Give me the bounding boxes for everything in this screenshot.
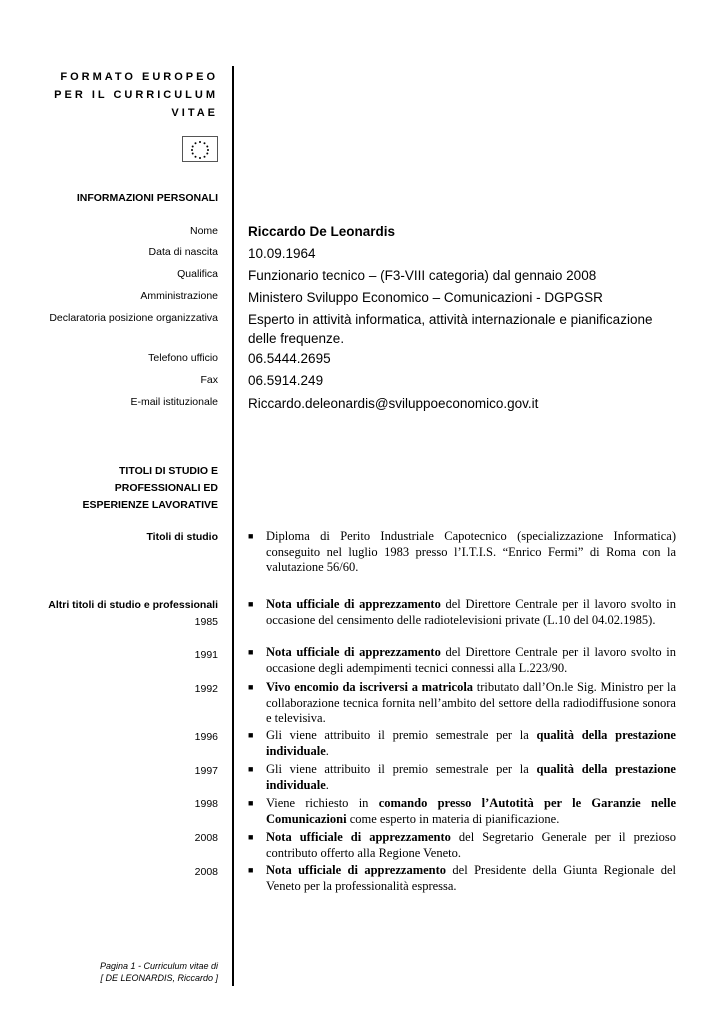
item-text: Viene richiesto in comando presso l’Autotità per le Garanzie nelle Comunicazioni come esperto in materia di pianificazione.	[266, 796, 676, 826]
bullet-icon: ■	[248, 531, 254, 541]
section-title-personal: INFORMAZIONI PERSONALI	[76, 192, 218, 204]
study-item	[248, 529, 676, 577]
label-titoli-studio: Titoli di studio	[146, 531, 218, 543]
label-amministrazione: Amministrazione	[140, 290, 218, 302]
value-data-nascita: 10.09.1964	[248, 246, 316, 261]
list-item	[248, 830, 676, 862]
label-fax: Fax	[200, 374, 218, 386]
year-1991: 1991	[194, 649, 218, 661]
item-text: Gli viene attribuito il premio semestrale per la qualità della prestazione individuale.	[266, 728, 676, 758]
item-text: Nota ufficiale di apprezzamento del Segretario Generale per il prezioso contributo offerto alla Regione Veneto.	[266, 830, 676, 860]
cv-title-line-3: VITAE	[171, 107, 218, 119]
label-data-nascita: Data di nascita	[148, 246, 218, 258]
item-text: Nota ufficiale di apprezzamento del Direttore Centrale per il lavoro svolto in occasione degli adempimenti tecnici connessi alla L.223/90.	[266, 645, 676, 675]
value-amministrazione: Ministero Sviluppo Economico – Comunicazioni - DGPGSR	[248, 290, 603, 305]
footer-line-1: Pagina 1 - Curriculum vitae di	[99, 961, 218, 971]
year-1998: 1998	[194, 798, 218, 810]
study-text: Diploma di Perito Industriale Capotecnico (specializzazione Informatica) conseguito nel luglio 1983 presso l’I.T.I.S. “Enrico Fermi” di Roma con la valutazione 56/60.	[266, 529, 676, 574]
label-declaratoria: Declaratoria posizione organizzativa	[49, 312, 218, 324]
list-item	[248, 796, 676, 828]
label-altri-titoli: Altri titoli di studio e professionali	[48, 599, 218, 611]
value-declaratoria: Esperto in attività informatica, attività internazionale e pianificazione delle frequenze.	[248, 312, 653, 346]
bullet-icon: ■	[248, 647, 254, 657]
list-item	[248, 597, 676, 645]
bullet-icon: ■	[248, 682, 254, 692]
cv-title-line-2: PER IL CURRICULUM	[54, 89, 218, 101]
bullet-icon: ■	[248, 865, 254, 875]
cv-title-line-1: FORMATO EUROPEO	[60, 71, 218, 83]
list-item	[248, 645, 676, 677]
bullet-icon: ■	[248, 730, 254, 740]
year-2008-a: 2008	[194, 832, 218, 844]
eu-flag-icon	[182, 136, 218, 162]
bullet-icon: ■	[248, 798, 254, 808]
section-title-titles-2: PROFESSIONALI ED	[114, 482, 218, 494]
list-item	[248, 762, 676, 794]
label-email: E-mail istituzionale	[130, 396, 218, 408]
value-telefono: 06.5444.2695	[248, 351, 331, 366]
section-title-titles-1: TITOLI DI STUDIO E	[119, 465, 218, 477]
footer-line-2: [ DE LEONARDIS, Riccardo ]	[100, 973, 218, 983]
year-1996: 1996	[194, 731, 218, 743]
label-nome: Nome	[189, 225, 218, 237]
list-item	[248, 863, 676, 895]
bullet-icon: ■	[248, 764, 254, 774]
item-text: Nota ufficiale di apprezzamento del Presidente della Giunta Regionale del Veneto per la professionalità espressa.	[266, 863, 676, 893]
year-1985: 1985	[194, 616, 218, 628]
value-nome: Riccardo De Leonardis	[248, 224, 396, 239]
year-1992: 1992	[194, 683, 218, 695]
vertical-divider	[232, 66, 234, 986]
item-text: Gli viene attribuito il premio semestrale per la qualità della prestazione individuale.	[266, 762, 676, 792]
value-qualifica: Funzionario tecnico – (F3-VIII categoria) dal gennaio 2008	[248, 268, 597, 283]
label-telefono: Telefono ufficio	[148, 352, 218, 364]
list-item	[248, 728, 676, 760]
list-item	[248, 680, 676, 728]
page-footer	[100, 960, 218, 984]
item-text: Nota ufficiale di apprezzamento del Direttore Centrale per il lavoro svolto in occasione del censimento delle radiotelevisioni private (L.10 del 04.02.1985).	[266, 597, 676, 627]
item-text: Vivo encomio da iscriversi a matricola tributato dall’On.le Sig. Ministro per la collaborazione tecnica fornita nell’ambito del settore della radiodiffusione sonora e televisiva.	[266, 680, 676, 725]
bullet-icon: ■	[248, 599, 254, 609]
year-2008-b: 2008	[194, 866, 218, 878]
label-qualifica: Qualifica	[177, 268, 218, 280]
value-fax: 06.5914.249	[248, 373, 324, 388]
value-email[interactable]: Riccardo.deleonardis@sviluppoeconomico.gov.it	[248, 396, 539, 411]
bullet-icon: ■	[248, 832, 254, 842]
section-title-titles-3: ESPERIENZE LAVORATIVE	[82, 499, 218, 511]
year-1997: 1997	[194, 765, 218, 777]
